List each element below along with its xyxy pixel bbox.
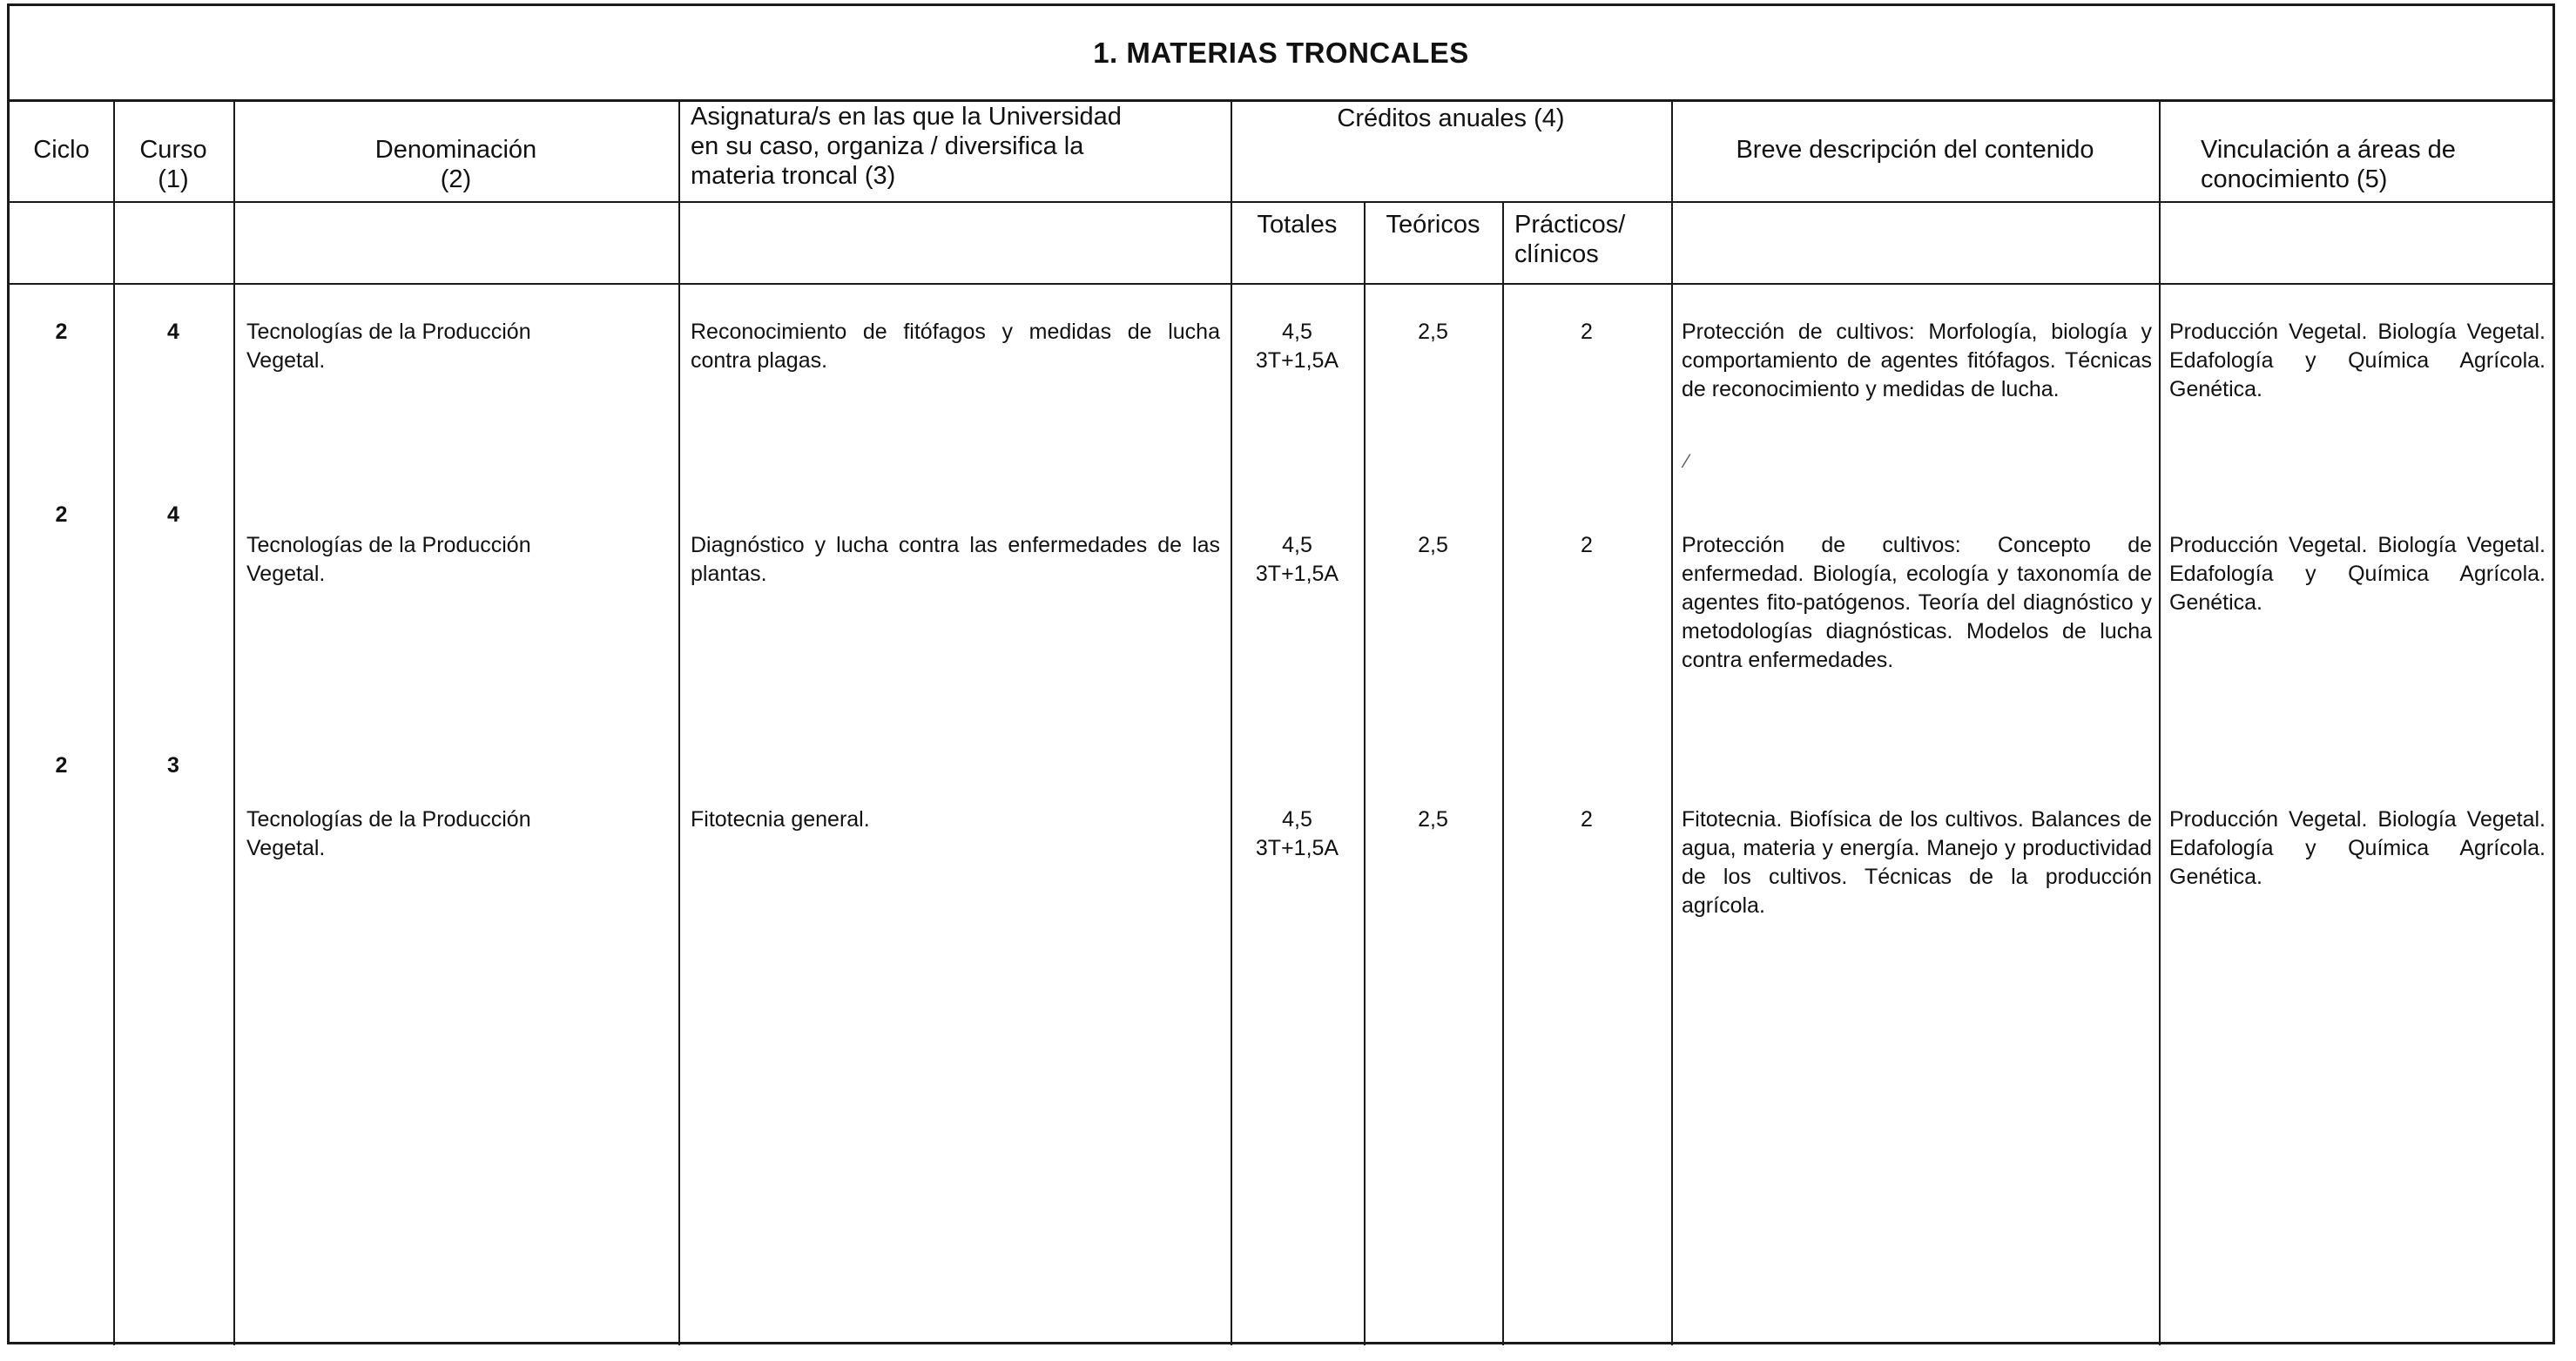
header-asignatura: Asignatura/s en las que la Universidad en su caso, organiza / diversifica la materia troncal (3) — [691, 103, 1122, 190]
row2-totales: 4,5 3T+1,5A — [1255, 533, 1339, 586]
row3-totales: 4,5 3T+1,5A — [1255, 807, 1339, 860]
row1-totales: 4,5 3T+1,5A — [1255, 320, 1339, 373]
header-rule-1 — [10, 201, 2552, 203]
row1-teoricos: 2,5 — [1418, 320, 1448, 344]
row3-denominacion: Tecnologías de la Producción Vegetal. — [246, 807, 531, 860]
row3-descripcion: Fitotecnia. Biofísica de los cultivos. Balances de agua, materia y energía. Manejo y productividad de los cultivos. Técnicas de la producción agrícola. — [1682, 807, 2152, 918]
row2-practicos: 2 — [1581, 533, 1593, 557]
col-divider-descripcion — [1671, 100, 1673, 1345]
row1-vinculacion: Producción Vegetal. Biología Vegetal. Edafología y Química Agrícola. Genética. — [2169, 320, 2546, 401]
header-teoricos: Teóricos — [1386, 211, 1480, 239]
row2-denominacion: Tecnologías de la Producción Vegetal. — [246, 533, 531, 586]
header-curso: Curso (1) — [139, 136, 207, 193]
row2-teoricos: 2,5 — [1418, 533, 1448, 557]
row2-vinculacion: Producción Vegetal. Biología Vegetal. Edafología y Química Agrícola. Genética. — [2169, 533, 2546, 615]
row1-denominacion: Tecnologías de la Producción Vegetal. — [246, 320, 531, 373]
col-divider-asignatura — [678, 100, 680, 1345]
header-practicos: Prácticos/ clínicos — [1514, 211, 1626, 268]
table-title: 1. MATERIAS TRONCALES — [1093, 36, 1469, 69]
col-divider-teoricos — [1364, 203, 1366, 1345]
col-divider-creditos — [1231, 100, 1232, 1345]
row3-teoricos: 2,5 — [1418, 807, 1448, 832]
col-divider-vinculacion — [2159, 100, 2161, 1345]
row3-ciclo: 2 — [55, 753, 68, 778]
col-divider-practicos — [1502, 203, 1504, 1345]
header-rule-2 — [10, 283, 2552, 285]
row2-descripcion: Protección de cultivos: Concepto de enfermedad. Biología, ecología y taxonomía de agentes fito-patógenos. Teoría del diagnóstico y metodologías diagnósticas. Modelos de lucha contra enfermedades. — [1682, 533, 2152, 672]
col-divider-curso — [113, 100, 115, 1345]
header-ciclo: Ciclo — [33, 136, 90, 164]
header-totales: Totales — [1257, 211, 1338, 239]
row3-vinculacion: Producción Vegetal. Biología Vegetal. Edafología y Química Agrícola. Genética. — [2169, 807, 2546, 889]
row1-asignatura: Reconocimiento de fitófagos y medidas de lucha contra plagas. — [691, 320, 1220, 373]
header-vinculacion: Vinculación a áreas de conocimiento (5) — [2201, 136, 2456, 193]
title-row — [10, 6, 2552, 102]
row1-practicos: 2 — [1581, 320, 1593, 344]
row3-asignatura: Fitotecnia general. — [691, 807, 870, 832]
header-denominacion: Denominación (2) — [374, 136, 537, 193]
row3-curso: 3 — [167, 753, 179, 778]
row1-descripcion: Protección de cultivos: Morfología, biología y comportamiento de agentes fitófagos. Técnicas de reconocimiento y medidas de lucha. — [1682, 320, 2152, 401]
stray-mark: ⁄ — [1685, 450, 1689, 472]
header-descripcion: Breve descripción del contenido — [1736, 136, 2094, 164]
row2-ciclo: 2 — [55, 502, 68, 527]
row3-practicos: 2 — [1581, 807, 1593, 832]
row1-curso: 4 — [167, 320, 179, 344]
header-creditos: Créditos anuales (4) — [1337, 104, 1565, 132]
col-divider-denominacion — [233, 100, 235, 1345]
troncales-table — [7, 3, 2555, 1344]
row2-curso: 4 — [167, 502, 179, 527]
row2-asignatura: Diagnóstico y lucha contra las enfermedades de las plantas. — [691, 533, 1220, 586]
row1-ciclo: 2 — [55, 320, 68, 344]
